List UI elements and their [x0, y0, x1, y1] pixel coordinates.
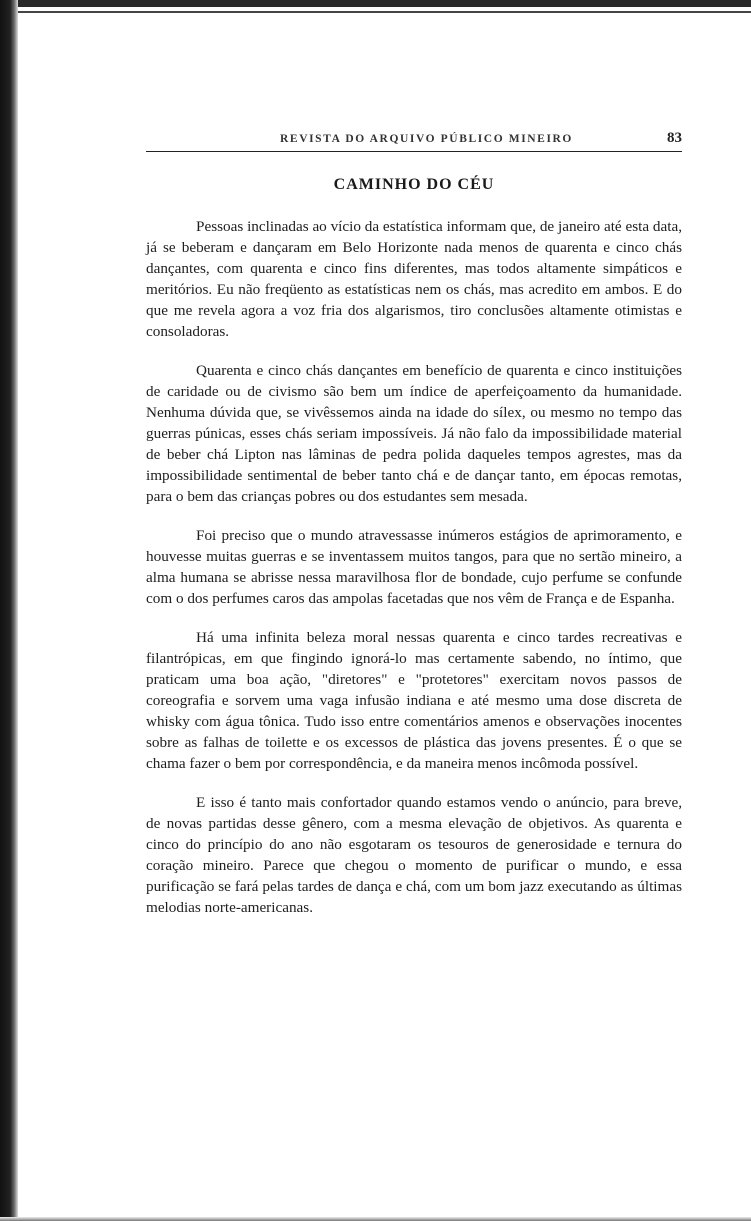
scan-bottom-edge — [0, 1217, 751, 1221]
scan-top-edge — [0, 0, 751, 7]
scan-top-line — [0, 11, 751, 13]
running-head — [146, 130, 682, 152]
paragraph-4: Há uma infinita beleza moral nessas quarenta e cinco tardes recreativas e filantrópicas, em que fingindo ignorá-lo mas certamente sabendo, no íntimo, que praticam uma boa ação, "diretores" e "protetores" exercitam novos passos de coreografia e sorvem uma vaga infusão indiana e até mesmo uma dose discreta de whisky com água tônica. Tudo isso entre comentários amenos e observações inocentes sobre as falhas de toilette e os excessos de plástica das jovens presentes. É o que se chama fazer o bem por correspondência, e da maneira menos incômoda possível. — [146, 629, 682, 772]
article-body — [146, 216, 682, 918]
document-page — [146, 130, 682, 918]
article-title: CAMINHO DO CÉU — [333, 176, 495, 193]
paragraph-3: Foi preciso que o mundo atravessasse inúmeros estágios de aprimoramento, e houvesse muitas guerras e se inventassem muitos tangos, para que no sertão mineiro, a alma humana se abrisse nessa maravilhosa flor de bondade, cujo perfume se confunde com o dos perfumes caros das ampolas facetadas que nos vêm de França e de Espanha. — [146, 527, 682, 607]
journal-title: REVISTA DO ARQUIVO PÚBLICO MINEIRO — [280, 133, 573, 145]
paragraph-5: E isso é tanto mais confortador quando estamos vendo o anúncio, para breve, de novas partidas desse gênero, com a mesma elevação de objetivos. As quarenta e cinco do princípio do ano não esgotaram os tesouros de generosidade e ternura do coração mineiro. Parece que chegou o momento de purificar o mundo, e essa purificação se fará pelas tardes de dança e chá, com um bom jazz executando as últimas melodias norte-americanas. — [146, 794, 682, 916]
page-number: 83 — [667, 130, 682, 146]
scan-left-edge — [0, 0, 18, 1221]
paragraph-1: Pessoas inclinadas ao vício da estatística informam que, de janeiro até esta data, já se beberam e dançaram em Belo Horizonte nada menos de quarenta e cinco chás dançantes, com quarenta e cinco fins diferentes, mas todos altamente simpáticos e meritórios. Eu não freqüento as estatísticas nem os chás, mas acredito em ambos. E do que me revela agora a voz fria dos algarismos, tiro conclusões altamente otimistas e consoladoras. — [146, 218, 682, 340]
paragraph-2: Quarenta e cinco chás dançantes em benefício de quarenta e cinco instituições de caridade ou de civismo são bem um índice de aperfeiçoamento da humanidade. Nenhuma dúvida que, se vivêssemos ainda na idade do sílex, ou mesmo no tempo das guerras púnicas, esses chás seriam impossíveis. Já não falo da impossibilidade material de beber chá Lipton nas lâminas de pedra polida daqueles tempos agrestes, mas da impossibilidade sentimental de beber tanto chá e de dançar tanto, em épocas remotas, para o bem das crianças pobres ou dos estudantes sem mesada. — [146, 362, 682, 505]
